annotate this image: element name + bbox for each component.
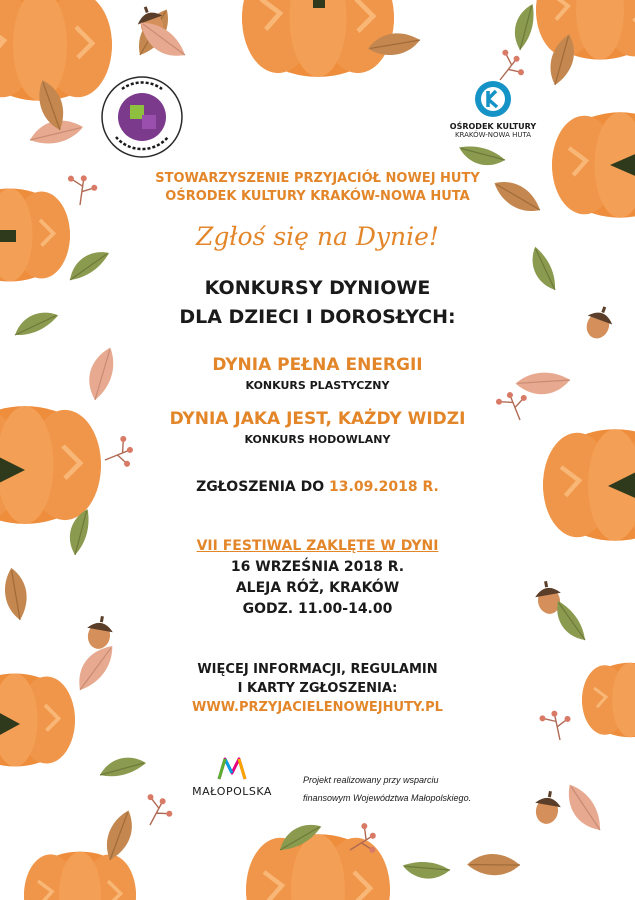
website-link[interactable]: WWW.PRZYJACIELENOWEJHUTY.PL [192,700,443,715]
deadline-label: ZGŁOSZENIA DO [196,479,330,495]
organizer-line-1: STOWARZYSZENIE PRZYJACIÓŁ NOWEJ HUTY [155,171,480,186]
info-line-2: I KARTY ZGŁOSZENIA: [237,681,398,696]
contest-2-name: DYNIA JAKA JEST, KAŻDY WIDZI [169,409,466,429]
contest-1-name: DYNIA PEŁNA ENERGII [212,355,423,375]
osrodek-kultury-logo [448,80,538,139]
main-title [0,274,635,332]
project-note [303,771,543,807]
festival-date: 16 WRZEŚNIA 2018 R. [230,559,405,575]
deadline-date: 13.09.2018 R. [329,479,439,495]
festival-name [0,538,635,554]
info-line-1: WIĘCEJ INFORMACJI, REGULAMIN [197,662,438,677]
project-note-line-1: Projekt realizowany przy wsparciu [303,775,439,785]
main-title-line-1: KONKURSY DYNIOWE [204,277,431,299]
project-note-line-2: finansowym Województwa Małopolskiego. [303,793,472,803]
osrodek-kultury-subtitle: KRAKÓW-NOWA HUTA [454,131,532,139]
contest-2-type: KONKURS HODOWLANY [244,433,391,446]
osrodek-kultury-mark-icon [474,80,512,118]
malopolska-logo [185,755,279,798]
osrodek-kultury-name: OŚRODEK KULTURY [449,122,537,131]
tagline: Zgłoś się na Dynie! [196,222,439,251]
malopolska-label: MAŁOPOLSKA [192,785,272,798]
festival-time: GODZ. 11.00-14.00 [242,601,393,617]
main-title-line-2: DLA DZIECI I DOROSŁYCH: [179,306,456,328]
organizers [0,170,635,206]
malopolska-mark-icon [217,755,247,781]
festival-name-text: VII FESTIWAL ZAKLĘTE W DYNI [196,538,439,554]
stowarzyszenie-logo [100,75,184,159]
deadline [0,479,635,495]
organizer-line-2: OŚRODEK KULTURY KRAKÓW-NOWA HUTA [165,189,470,204]
contest-1-type: KONKURS PLASTYCZNY [245,379,390,392]
festival-place: ALEJA RÓŻ, KRAKÓW [235,580,400,596]
